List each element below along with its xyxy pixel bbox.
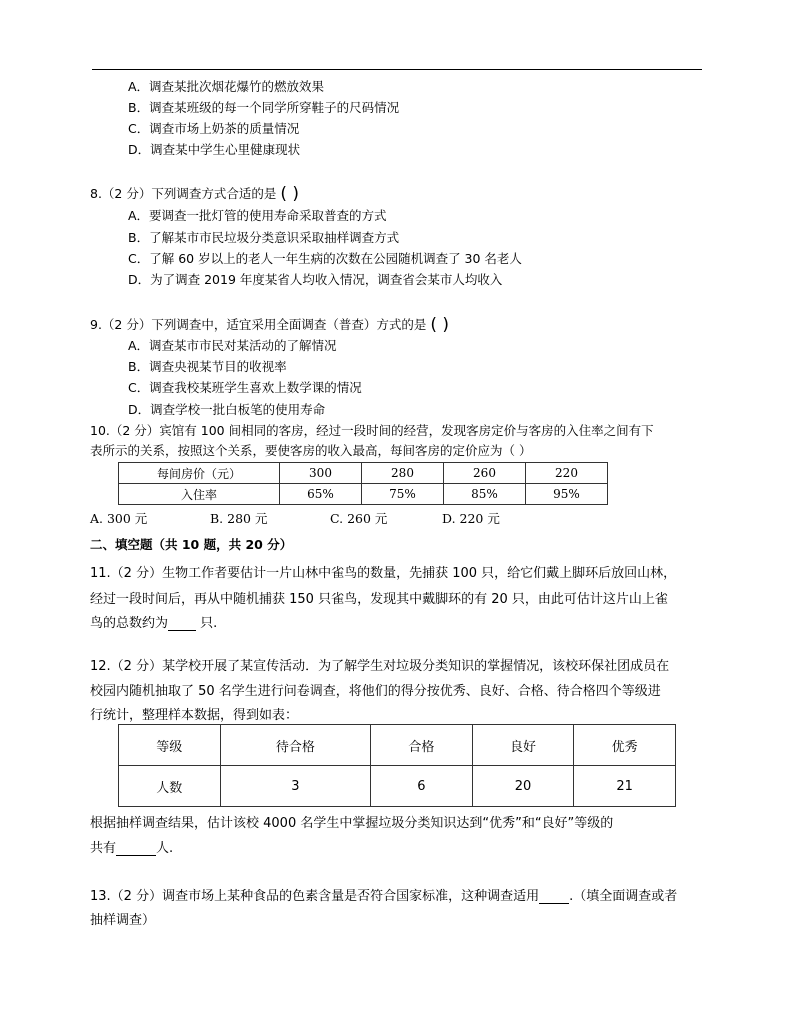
q12-header-cell: 等级 — [119, 725, 221, 766]
q11-line1: 11.（2 分）生物工作者要估计一片山林中雀鸟的数量，先捕获 100 只，给它们戴上脚环后放回山林， — [90, 566, 677, 581]
q11-line3-unit: 只. — [196, 616, 218, 631]
q10-stem-line1: 10.（2 分）宾馆有 100 间相同的客房，经过一段时间的经营，发现客房定价与客房的入住率之间有下 — [90, 423, 654, 438]
q10-stem-line2: 表所示的关系，按照这个关系，要使客房的收入最高，每间客房的定价应为（ ） — [90, 443, 532, 458]
q12-answer-blank[interactable] — [116, 841, 156, 856]
q10-row2-header: 入住率 — [119, 484, 280, 505]
q10-cell: 65% — [280, 484, 362, 505]
q13-line1-hint: .（填全面调查或者 — [569, 889, 678, 904]
q12-cell: 20 — [472, 766, 574, 807]
q12-cell: 21 — [574, 766, 676, 807]
q8-option-c[interactable]: C．了解 60 岁以上的老人一年生病的次数在公园随机调查了 30 名老人 — [128, 251, 522, 266]
q12-header-cell: 优秀 — [574, 725, 676, 766]
table-row — [119, 725, 676, 766]
q12-header-cell: 合格 — [371, 725, 473, 766]
q12-line5-unit: 人. — [156, 841, 174, 856]
table-row — [119, 484, 608, 505]
q10-option-d[interactable]: D. 220 元 — [442, 511, 500, 526]
q7-option-d[interactable]: D．调查某中学生心里健康现状 — [128, 142, 301, 157]
q12-line5-text: 共有 — [90, 841, 117, 856]
q11-line3-text: 鸟的总数约为 — [90, 616, 169, 631]
q9-stem-text: 9.（2 分）下列调查中，适宜采用全面调查（普查）方式的是 — [90, 317, 427, 332]
top-rule — [92, 69, 702, 70]
q13-line1-text: 13.（2 分）调查市场上某种食品的色素含量是否符合国家标准，这种调查适用 — [90, 889, 540, 904]
q10-option-a[interactable]: A. 300 元 — [90, 511, 148, 526]
q12-line4: 根据抽样调查结果，估计该校 4000 名学生中掌握垃圾分类知识达到“优秀”和“良好”等级的 — [90, 816, 614, 831]
q12-cell: 6 — [371, 766, 473, 807]
q8-stem — [90, 183, 299, 203]
q9-option-d[interactable]: D．调查学校一批白板笔的使用寿命 — [128, 402, 326, 417]
q10-option-c[interactable]: C. 260 元 — [330, 511, 388, 526]
q8-stem-text: 8.（2 分）下列调查方式合适的是 — [90, 186, 277, 201]
q12-cell: 人数 — [119, 766, 221, 807]
q10-row1-header: 每间房价（元） — [119, 463, 280, 484]
q8-option-a[interactable]: A．要调查一批灯管的使用寿命采取普查的方式 — [128, 208, 387, 223]
q10-cell: 75% — [362, 484, 444, 505]
q12-line3: 行统计，整理样本数据，得到如表： — [90, 708, 299, 723]
q12-header-cell: 待合格 — [220, 725, 371, 766]
q12-line2: 校园内随机抽取了 50 名学生进行问卷调查，将他们的得分按优秀、良好、合格、待合格四个等级进 — [90, 684, 661, 699]
q11-line2: 经过一段时间后，再从中随机捕获 150 只雀鸟，发现其中戴脚环的有 20 只，由此可估计这片山上雀 — [90, 592, 668, 607]
q12-cell: 3 — [220, 766, 371, 807]
table-row — [119, 463, 608, 484]
q10-option-b[interactable]: B. 280 元 — [210, 511, 268, 526]
q7-option-c[interactable]: C．调查市场上奶茶的质量情况 — [128, 121, 300, 136]
q7-option-b[interactable]: B．调查某班级的每一个同学所穿鞋子的尺码情况 — [128, 100, 400, 115]
q11-line3 — [90, 612, 217, 631]
q9-option-a[interactable]: A．调查某市市民对某活动的了解情况 — [128, 338, 337, 353]
q12-header-cell: 良好 — [472, 725, 574, 766]
q8-option-d[interactable]: D．为了调查 2019 年度某省人均收入情况，调查省会某市人均收入 — [128, 272, 503, 287]
q13-line2: 抽样调查） — [90, 913, 156, 928]
q10-cell: 300 — [280, 463, 362, 484]
q9-answer-paren: ( ) — [430, 315, 450, 335]
q12-line5 — [90, 837, 173, 856]
q10-cell: 95% — [526, 484, 608, 505]
q9-stem — [90, 314, 449, 334]
q8-option-b[interactable]: B．了解某市市民垃圾分类意识采取抽样调查方式 — [128, 230, 400, 245]
q9-option-c[interactable]: C．调查我校某班学生喜欢上数学课的情况 — [128, 380, 362, 395]
q10-cell: 280 — [362, 463, 444, 484]
q8-answer-paren: ( ) — [280, 184, 300, 204]
q10-price-table — [118, 462, 608, 505]
q7-option-a[interactable]: A．调查某批次烟花爆竹的燃放效果 — [128, 79, 325, 94]
q11-answer-blank[interactable] — [168, 616, 196, 631]
q13-line1 — [90, 885, 677, 904]
q13-answer-blank[interactable] — [539, 889, 569, 904]
q10-cell: 260 — [444, 463, 526, 484]
table-row — [119, 766, 676, 807]
q12-line1: 12.（2 分）某学校开展了某宣传活动．为了解学生对垃圾分类知识的掌握情况，该校环保社团成员在 — [90, 659, 670, 674]
q10-cell: 220 — [526, 463, 608, 484]
q10-cell: 85% — [444, 484, 526, 505]
q9-option-b[interactable]: B．调查央视某节目的收视率 — [128, 359, 287, 374]
section-title-fill-in: 二、填空题（共 10 题，共 20 分） — [90, 537, 293, 552]
q12-grade-table — [118, 724, 676, 807]
